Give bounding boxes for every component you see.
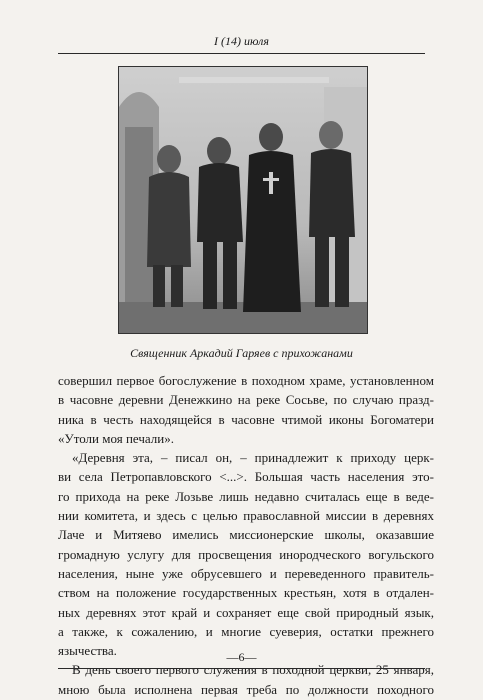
text-line: ника в честь находящейся в часовне чтимой иконы Богоматери: [58, 411, 434, 427]
photo-caption: Священник Аркадий Гаряев с прихожанами: [130, 346, 353, 360]
text-line: «Деревня эта, – писал он, – принадлежит к приходу церк-: [72, 450, 434, 466]
text-line: населения, ныне уже обрусевшего и переведенного правитель-: [58, 565, 434, 581]
page-number: —6—: [226, 650, 257, 664]
text-line: В день своего первого служения в походной церкви, 25 января,: [72, 662, 434, 678]
text-line: громадную услугу для просвещения инородческого вогульского: [58, 546, 434, 562]
text-line: «Утоли моя печали».: [58, 430, 174, 446]
footer-rule: [58, 668, 425, 669]
header-rule: [58, 53, 425, 54]
text-line: совершил первое богослужение в походном храме, установленном: [58, 373, 434, 388]
text-line: в часовне деревни Денежкино на реке Сосьве, по случаю празд-: [58, 392, 434, 408]
text-line: язычества.: [58, 643, 117, 659]
text-line: мною была исполнена первая треба по должности походного: [58, 681, 434, 697]
text-line: Лаче и Митяево имелись миссионерские школы, оказавшие: [58, 527, 434, 543]
running-head: I (14) июля: [214, 34, 269, 48]
text-line: го прихода на реке Лозьве лишь недавно считалась еще в веде-: [58, 488, 434, 504]
group-portrait-image: [119, 67, 367, 333]
text-line: а также, к сожалению, и многие суеверия, остатки прежнего: [58, 623, 434, 639]
historical-photograph: [118, 66, 368, 334]
text-line: нии комитета, и здесь с целью православной миссии в деревнях: [58, 508, 434, 524]
text-line: ви села Петропавловского <...>. Большая часть населения это-: [58, 469, 434, 485]
text-line: ством на положение государственных крестьян, хотя в отдален-: [58, 585, 434, 601]
text-line: ных деревнях этот край и сохраняет еще свой природный язык,: [58, 604, 434, 620]
